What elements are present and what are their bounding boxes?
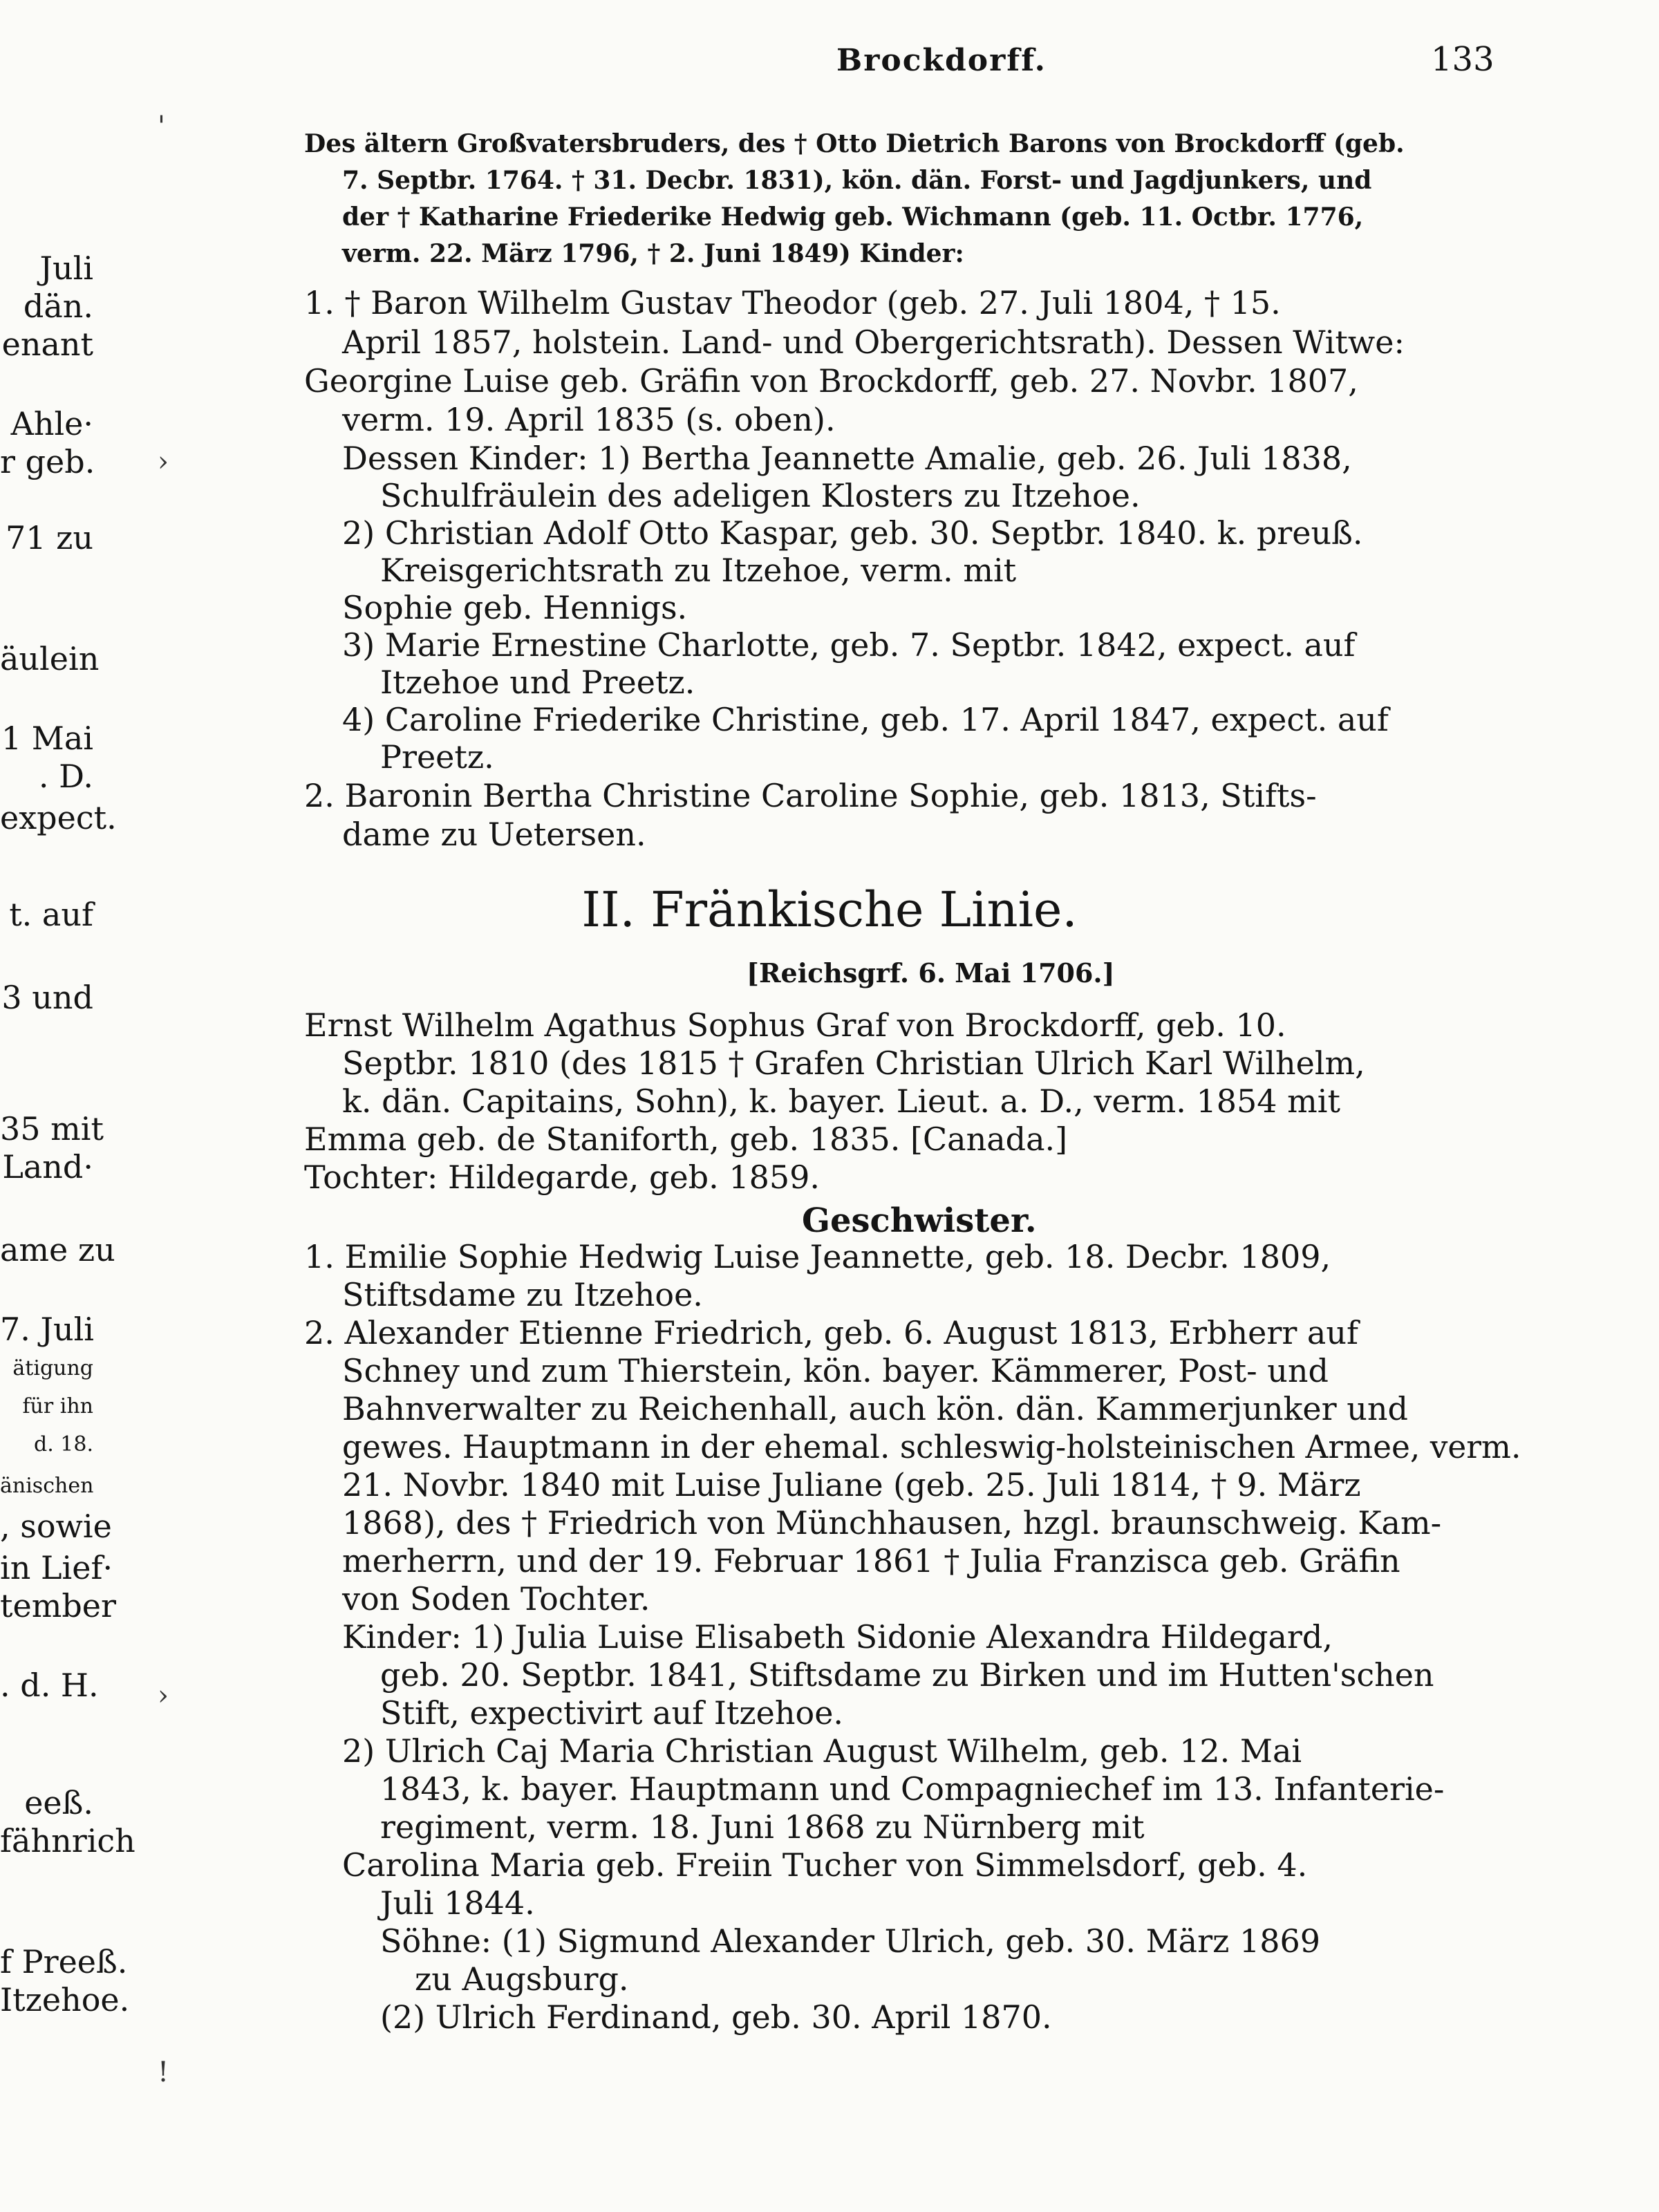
text-line: April 1857, holstein. Land- und Obergerichtsrath). Dessen Witwe: bbox=[342, 324, 1405, 361]
margin-mark: › bbox=[158, 446, 169, 478]
margin-fragment: in Lief· bbox=[0, 1549, 113, 1586]
text-line: Tochter: Hildegarde, geb. 1859. bbox=[304, 1159, 821, 1196]
text-line: 7. Septbr. 1764. † 31. Decbr. 1831), kön. dän. Forst- und Jagdjunkers, und bbox=[342, 166, 1372, 195]
margin-fragment: änischen bbox=[0, 1474, 94, 1498]
geschwister-heading: Geschwister. bbox=[802, 1201, 1037, 1240]
text-line: 4) Caroline Friederike Christine, geb. 17. April 1847, expect. auf bbox=[342, 701, 1389, 738]
text-line: verm. 19. April 1835 (s. oben). bbox=[342, 401, 836, 438]
text-line: 1868), des † Friedrich von Münchhausen, hzgl. braunschweig. Kam- bbox=[342, 1504, 1442, 1541]
text-line: Preetz. bbox=[380, 738, 494, 776]
margin-mark: ! bbox=[158, 2056, 169, 2088]
margin-fragment: Juli bbox=[39, 250, 93, 287]
margin-fragment: Land· bbox=[2, 1148, 93, 1185]
text-line: 1. Emilie Sophie Hedwig Luise Jeannette, geb. 18. Decbr. 1809, bbox=[304, 1238, 1331, 1275]
margin-fragment: d. 18. bbox=[34, 1432, 93, 1456]
text-line: Juli 1844. bbox=[380, 1884, 535, 1922]
text-line: Des ältern Großvatersbruders, des † Otto Dietrich Barons von Brockdorff (geb. bbox=[304, 129, 1405, 158]
text-line: Söhne: (1) Sigmund Alexander Ulrich, geb. 30. März 1869 bbox=[380, 1922, 1321, 1960]
text-line: Schulfräulein des adeligen Klosters zu Itzehoe. bbox=[380, 477, 1141, 514]
text-line: k. dän. Capitains, Sohn), k. bayer. Lieut. a. D., verm. 1854 mit bbox=[342, 1082, 1340, 1120]
text-line: 2. Baronin Bertha Christine Caroline Sophie, geb. 1813, Stifts- bbox=[304, 777, 1317, 814]
text-line: dame zu Uetersen. bbox=[342, 816, 646, 853]
text-line: gewes. Hauptmann in der ehemal. schleswig-holsteinischen Armee, verm. bbox=[342, 1428, 1521, 1465]
page-number: 133 bbox=[1431, 40, 1494, 79]
text-line: 1. † Baron Wilhelm Gustav Theodor (geb. 27. Juli 1804, † 15. bbox=[304, 284, 1281, 321]
margin-fragment: f Preeß. bbox=[0, 1943, 128, 1980]
margin-fragment: 71 zu bbox=[5, 519, 93, 556]
text-line: (2) Ulrich Ferdinand, geb. 30. April 1870. bbox=[380, 1998, 1052, 2036]
margin-fragment: Itzehoe. bbox=[0, 1981, 130, 2018]
text-line: Kreisgerichtsrath zu Itzehoe, verm. mit bbox=[380, 552, 1017, 589]
margin-fragment: 35 mit bbox=[0, 1110, 104, 1147]
margin-fragment: 7. Juli bbox=[0, 1311, 95, 1348]
text-line: 2) Christian Adolf Otto Kaspar, geb. 30. Septbr. 1840. k. preuß. bbox=[342, 514, 1363, 552]
margin-fragment: fähnrich bbox=[0, 1822, 135, 1859]
margin-fragment: , sowie bbox=[0, 1508, 112, 1545]
running-title: Brockdorff. bbox=[836, 43, 1047, 78]
margin-fragment: dän. bbox=[23, 288, 93, 325]
text-line: Schney und zum Thierstein, kön. bayer. Kämmerer, Post- und bbox=[342, 1352, 1329, 1389]
text-line: Bahnverwalter zu Reichenhall, auch kön. dän. Kammerjunker und bbox=[342, 1390, 1408, 1427]
previous-page-column bbox=[0, 0, 135, 2212]
text-line: der † Katharine Friederike Hedwig geb. Wichmann (geb. 11. Octbr. 1776, bbox=[342, 203, 1364, 232]
margin-fragment: äulein bbox=[0, 640, 100, 677]
text-line: 21. Novbr. 1840 mit Luise Juliane (geb. 25. Juli 1814, † 9. März bbox=[342, 1466, 1361, 1503]
section-heading: II. Fränkische Linie. bbox=[581, 881, 1078, 938]
margin-fragment: 3 und bbox=[1, 979, 93, 1016]
margin-fragment: tember bbox=[0, 1587, 116, 1624]
margin-mark: › bbox=[158, 1680, 169, 1712]
text-line: 2) Ulrich Caj Maria Christian August Wilhelm, geb. 12. Mai bbox=[342, 1732, 1302, 1770]
text-line: Ernst Wilhelm Agathus Sophus Graf von Brockdorff, geb. 10. bbox=[304, 1006, 1286, 1044]
margin-fragment: 1 Mai bbox=[1, 720, 93, 757]
text-line: Stift, expectivirt auf Itzehoe. bbox=[380, 1694, 844, 1732]
text-line: Georgine Luise geb. Gräfin von Brockdorff, geb. 27. Novbr. 1807, bbox=[304, 362, 1358, 400]
text-line: geb. 20. Septbr. 1841, Stiftsdame zu Birken und im Hutten'schen bbox=[380, 1656, 1434, 1694]
margin-fragment: enant bbox=[1, 326, 93, 363]
text-line: Itzehoe und Preetz. bbox=[380, 664, 695, 701]
text-line: Kinder: 1) Julia Luise Elisabeth Sidonie Alexandra Hildegard, bbox=[342, 1618, 1333, 1656]
text-line: regiment, verm. 18. Juni 1868 zu Nürnberg mit bbox=[380, 1808, 1145, 1846]
text-line: Carolina Maria geb. Freiin Tucher von Simmelsdorf, geb. 4. bbox=[342, 1846, 1308, 1884]
margin-mark: ' bbox=[158, 111, 165, 142]
section-subheading: [Reichsgrf. 6. Mai 1706.] bbox=[747, 957, 1115, 988]
margin-fragment: ätigung bbox=[12, 1356, 93, 1380]
text-line: Dessen Kinder: 1) Bertha Jeannette Amalie, geb. 26. Juli 1838, bbox=[342, 440, 1352, 477]
text-line: 2. Alexander Etienne Friedrich, geb. 6. August 1813, Erbherr auf bbox=[304, 1314, 1359, 1351]
margin-fragment: für ihn bbox=[22, 1394, 93, 1418]
margin-fragment: r geb. bbox=[0, 443, 95, 480]
text-line: 3) Marie Ernestine Charlotte, geb. 7. Septbr. 1842, expect. auf bbox=[342, 626, 1356, 664]
margin-fragment: eeß. bbox=[24, 1784, 93, 1821]
text-line: verm. 22. März 1796, † 2. Juni 1849) Kinder: bbox=[342, 239, 964, 268]
text-line: Sophie geb. Hennigs. bbox=[342, 589, 688, 626]
text-line: zu Augsburg. bbox=[415, 1960, 629, 1998]
margin-fragment: t. auf bbox=[9, 896, 93, 933]
text-line: Stiftsdame zu Itzehoe. bbox=[342, 1276, 703, 1313]
margin-fragment: . D. bbox=[38, 758, 93, 795]
text-line: merherrn, und der 19. Februar 1861 † Julia Franzisca geb. Gräfin bbox=[342, 1542, 1400, 1580]
margin-fragment: expect. bbox=[0, 799, 117, 836]
margin-fragment: Ahle· bbox=[10, 405, 93, 442]
text-line: Septbr. 1810 (des 1815 † Grafen Christian Ulrich Karl Wilhelm, bbox=[342, 1044, 1365, 1082]
text-line: Emma geb. de Staniforth, geb. 1835. [Canada.] bbox=[304, 1121, 1068, 1158]
margin-fragment: ame zu bbox=[0, 1231, 115, 1268]
text-line: von Soden Tochter. bbox=[342, 1580, 650, 1618]
margin-fragment: . d. H. bbox=[0, 1667, 99, 1704]
text-line: 1843, k. bayer. Hauptmann und Compagniechef im 13. Infanterie- bbox=[380, 1770, 1445, 1808]
